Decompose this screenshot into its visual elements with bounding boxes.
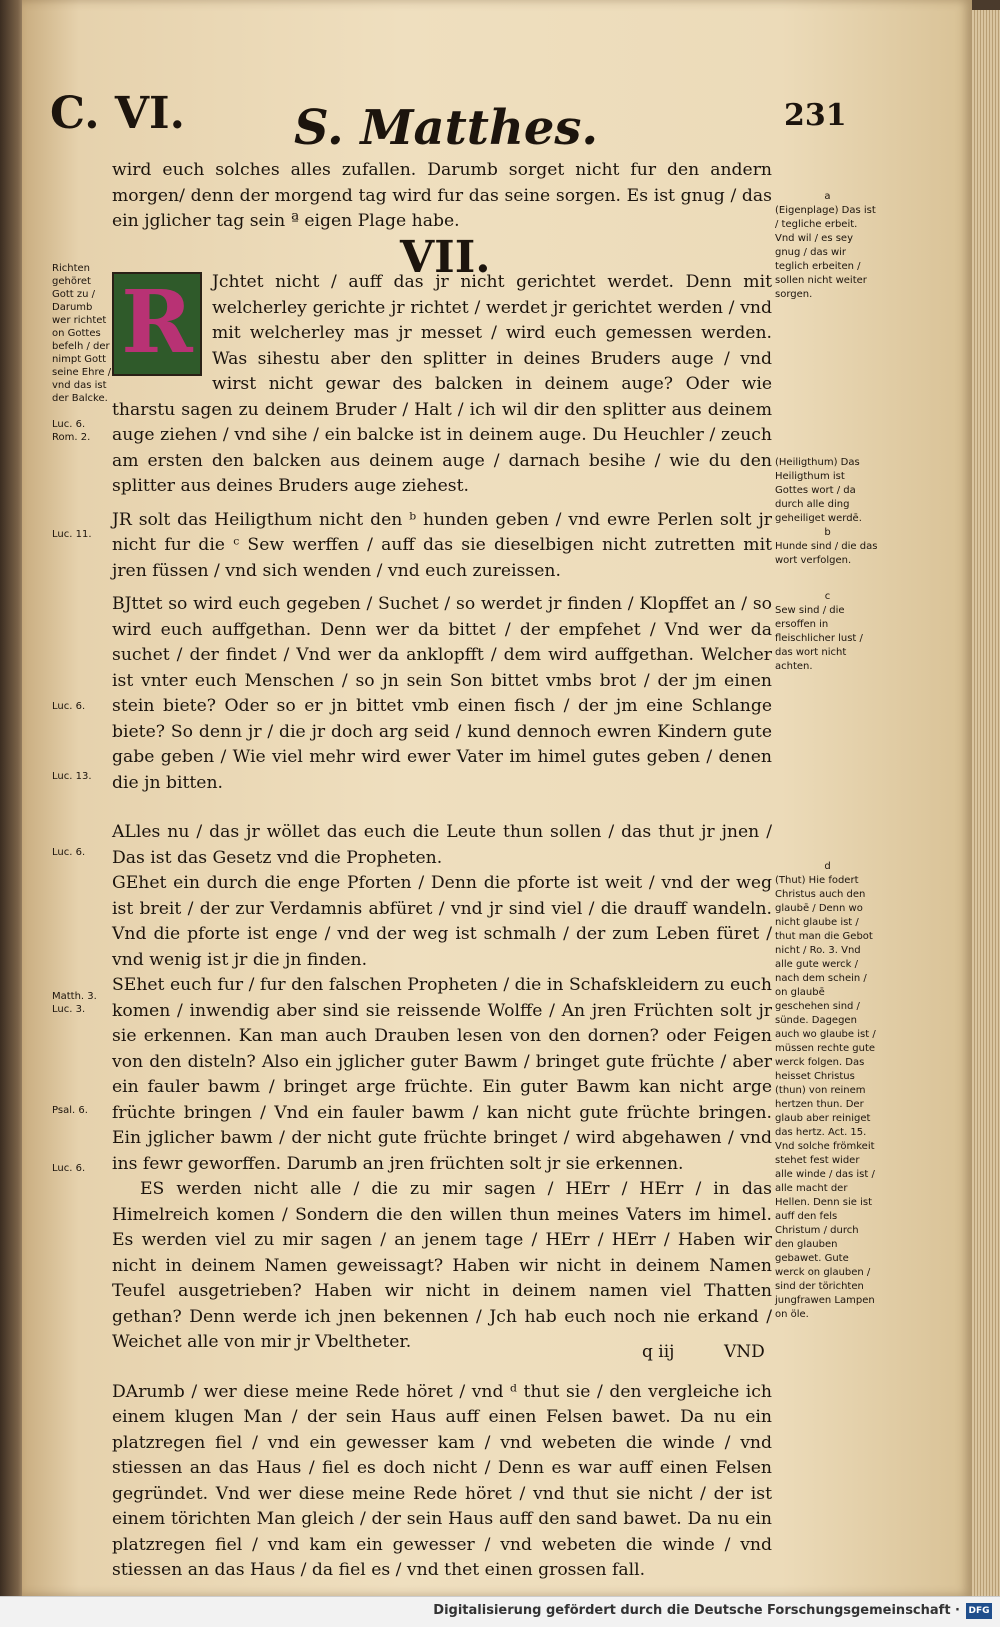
paragraph-intro: wird euch solches alles zufallen. Darumb sorget nicht fur den andern morgen/ denn der morgend tag wird fur das seine sorgen. Es ist gnug / das ein jglicher tag sein ª eigen Plage habe. <box>112 160 772 231</box>
intro-paragraph <box>112 158 772 235</box>
left-ref-psal6: Psal. 6. <box>52 1105 88 1116</box>
left-ref-luc11: Luc. 11. <box>52 529 92 540</box>
left-ref-luc6-rom2: Luc. 6. Rom. 2. <box>52 419 91 443</box>
left-ref-luc6-a: Luc. 6. <box>52 701 86 712</box>
dfg-logo: DFG <box>966 1603 992 1619</box>
paragraph-2: JR solt das Heiligthum nicht den ᵇ hunden geben / vnd ewre Perlen solt jr nicht fur die ᶜ Sew werffen / auff das sie dieselbigen nicht zutretten mit jren füssen / vnd sich wenden / vnd euch zureissen. <box>112 509 772 581</box>
gloss-b2-text: Hunde sind / die das wort verfolgen. <box>775 541 878 566</box>
left-ref-luc6-b: Luc. 6. <box>52 847 86 858</box>
folio-number: 231 <box>784 98 847 133</box>
left-ref-matth3: Matth. 3. Luc. 3. <box>52 991 97 1015</box>
page-edges <box>972 10 1000 1596</box>
gloss-d <box>775 860 880 1322</box>
gloss-d-letter: d <box>824 861 831 872</box>
decorated-initial-letter: R <box>121 272 193 373</box>
paragraph-7: ES werden nicht alle / die zu mir sagen / HErr / HErr / in das Himelreich komen / Sondern die den willen thun meines Vaters im himel. Es werden viel zu mir sagen / an jenem tage / HErr / HErr / Haben wir nicht in deinem Namen geweissagt? Haben wir nicht in deinem Namen Teufel ausgetrieben? Haben wir nicht in deinem namen viel Thatten gethan? Denn werde ich jnen bekennen / Jch hab euch noch nie erkand / Weichet alle von mir jr Vbeltheter. <box>112 1179 772 1352</box>
gloss-b1-text: (Heiligthum) Das Heiligthum ist Gottes wort / da durch alle ding geheiliget werdē. <box>775 457 862 524</box>
gloss-b1 <box>775 456 880 568</box>
left-note-richten: Richten gehöret Gott zu / Darumb wer richtet on Gottes befelh / der nimpt Gott seine Ehre / vnd das ist der Balcke. <box>52 263 112 404</box>
left-ref-luc6-c: Luc. 6. <box>52 1163 86 1174</box>
running-chapter-number: C. VI. <box>50 88 185 139</box>
running-title: S. Matthes. <box>294 100 599 156</box>
gloss-d-text: (Thut) Hie fodert Christus auch den glaubē / Denn wo nicht glaube ist / thut man die Gebot nicht / Ro. 3. Vnd alle gute werck / nach dem schein / on glaubē geschehen sind / sünde. Dagegen auch wo glaube ist / müssen rechte gute werck folgen. Das heisset Christus (thun) von reinem hertzen thun. Der glaub aber reiniget das hertz. Act. 15. Vnd solche frömkeit stehet fest wider alle winde / das ist / alle macht der Hellen. Denn sie ist auff den fels Christum / durch den glauben gebawet. Gute werck on glauben / sind der törichten jungfrawen Lampen on öle. <box>775 875 876 1320</box>
gloss-c <box>775 590 880 674</box>
chapter-heading: VII. <box>400 232 491 283</box>
gloss-a-text: (Eigenplage) Das ist / tegliche erbeit. Vnd wil / es sey gnug / das wir teglich erbeiten / sollen nicht weiter sorgen. <box>775 205 876 300</box>
signature-mark: q iij <box>642 1342 675 1362</box>
paragraph-6: SEhet euch fur / fur den falschen Propheten / die in Schafskleidern zu euch komen / inwendig aber sind sie reissende Wolffe / An jren Früchten solt jr sie erkennen. Kan man auch Drauben lesen von den dornen? oder Feigen von den disteln? Also ein jglicher guter Bawm / bringet gute früchte / aber ein fauler bawm / bringet arge früchte. Ein guter Bawm kan nicht arge früchte bringen / Vnd ein fauler bawm / kan nicht gute früchte bringen. Ein jglicher bawm / der nicht gute früchte bringet / wird abgehawen / vnd ins fewr geworffen. Darumb an jren früchten solt jr sie erkennen. <box>112 975 772 1174</box>
footer-bar <box>0 1596 1000 1627</box>
gloss-a-letter: a <box>824 191 831 202</box>
paragraph-3: BJttet so wird euch gegeben / Suchet / so werdet jr finden / Klopffet an / so wird euch auffgethan. Denn wer da bittet / der empfehet / Vnd wer da suchet / der findet / Vnd wer da anklopfft / dem wird auffgethan. Welcher ist vnter euch Menschen / so jn sein Son bittet vmbs brot / der jm einen stein biete? Oder so er jn bittet vmb einen fisch / der jm eine Schlange biete? So denn jr / die jr doch arg seid / kund dennoch ewren Kindern gute gabe geben / Wie viel mehr wird ewer Vater im himel gutes geben / denen die jn bitten. <box>112 594 772 793</box>
gloss-b-letter: b <box>824 527 831 538</box>
gloss-c-letter: c <box>824 591 831 602</box>
gloss-c-text: Sew sind / die ersoffen in fleischlicher lust / das wort nicht achten. <box>775 605 863 672</box>
gloss-a <box>775 190 880 302</box>
catchword: VND <box>724 1342 765 1362</box>
decorated-initial <box>112 272 202 376</box>
main-text-block <box>112 270 772 1584</box>
paragraph-8: DArumb / wer diese meine Rede höret / vnd ᵈ thut sie / den vergleiche ich einem klugen Man / der sein Haus auff einen Felsen bawet. Da nu ein platzregen fiel / vnd ein gewesser kam / vnd webeten die winde / vnd stiessen an das Haus / fiel es doch nicht / Denn es war auff einen Felsen gegründet. Vnd wer diese meine Rede höret / vnd thut sie nicht / der ist einem törichten Man gleich / der sein Haus auff den sand bawet. Da nu ein platzregen fiel / vnd kam ein gewesser / vnd webeten die winde / vnd stiessen an das Haus / da fiel es / vnd thet einen grossen fall. <box>112 1381 772 1580</box>
left-ref-luc13: Luc. 13. <box>52 771 92 782</box>
book-page <box>22 0 972 1596</box>
paragraph-1: Jchtet nicht / auff das jr nicht gerichtet werdet. Denn mit welcherley gerichte jr richtet / werdet jr gerichtet werden / vnd mit welcherley mas jr messet / wird euch gemessen werden. Was sihestu aber den splitter in deines Bruders auge / vnd wirst nicht gewar des balcken in deinem auge? Oder wie tharstu sagen zu deinem Bruder / Halt / ich wil dir den splitter aus deinem auge ziehen / vnd sihe / ein balcke ist in deinem auge. Du Heuchler / zeuch am ersten den balcken aus deinem auge / darnach besihe / wie du den splitter aus deines Bruders auge ziehest. <box>112 272 772 496</box>
paragraph-4: ALles nu / das jr wöllet das euch die Leute thun sollen / das thut jr jnen / Das ist das Gesetz vnd die Propheten. <box>112 822 772 868</box>
footer-credit: Digitalisierung gefördert durch die Deutsche Forschungsgemeinschaft · <box>433 1603 960 1618</box>
paragraph-5: GEhet ein durch die enge Pforten / Denn die pforte ist weit / vnd der weg ist breit / der zur Verdamnis abfüret / vnd jr sind viel / die drauff wandeln. Vnd die pforte ist enge / vnd der weg ist schmalh / der zum Leben füret / vnd wenig ist jr die jn finden. <box>112 873 772 970</box>
